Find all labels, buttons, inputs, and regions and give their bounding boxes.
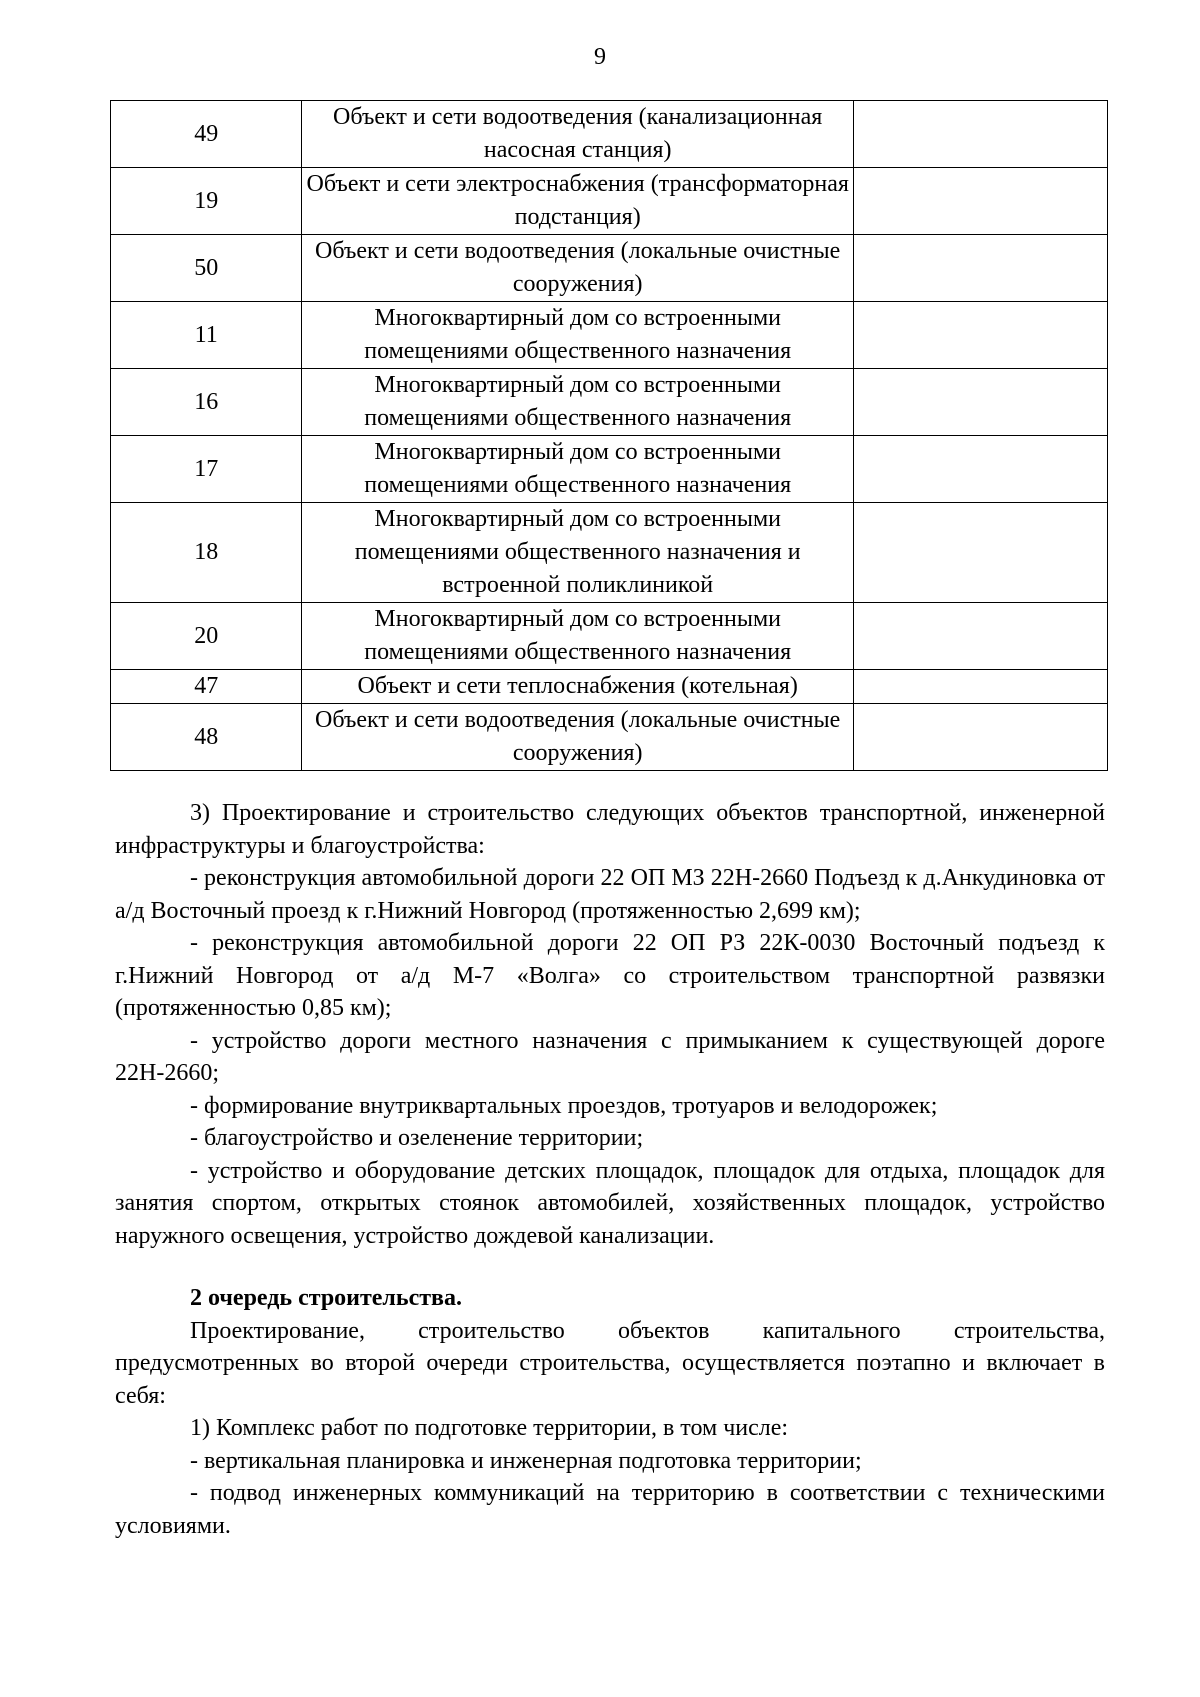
table-row — [111, 168, 1108, 235]
row-empty-cell — [853, 704, 1107, 771]
table-row — [111, 670, 1108, 704]
list-item: - благоустройство и озеленение территории; — [190, 1125, 644, 1151]
row-empty-cell — [853, 302, 1107, 369]
row-number: 18 — [111, 503, 302, 603]
list-item: - реконструкция автомобильной дороги 22 ОП МЗ 22Н-2660 Подъезд к д.Анкудиновка от а/д Восточный проезд к г.Нижний Новгород (протяженностью 2,699 км); — [115, 865, 1105, 924]
list-item: - устройство дороги местного назначения с примыканием к существующей дороге 22Н-2660; — [115, 1027, 1105, 1086]
document-body — [115, 797, 1105, 1542]
row-empty-cell — [853, 168, 1107, 235]
row-number: 20 — [111, 603, 302, 670]
row-empty-cell — [853, 369, 1107, 436]
table-row — [111, 369, 1108, 436]
table-row — [111, 503, 1108, 603]
table-row — [111, 603, 1108, 670]
paragraph-section-1: 1) Комплекс работ по подготовке территории, в том числе: — [190, 1415, 789, 1441]
row-empty-cell — [853, 101, 1107, 168]
row-object-name: Объект и сети водоотведения (локальные очистные сооружения) — [302, 704, 853, 771]
row-object-name: Объект и сети теплоснабжения (котельная) — [302, 670, 853, 704]
row-empty-cell — [853, 436, 1107, 503]
row-empty-cell — [853, 235, 1107, 302]
row-object-name: Многоквартирный дом со встроенными помещениями общественного назначения — [302, 603, 853, 670]
table-row — [111, 101, 1108, 168]
row-number: 48 — [111, 704, 302, 771]
row-object-name: Объект и сети водоотведения (канализационная насосная станция) — [302, 101, 853, 168]
row-empty-cell — [853, 670, 1107, 704]
list-item: - формирование внутриквартальных проездов, тротуаров и велодорожек; — [190, 1092, 938, 1119]
row-number: 19 — [111, 168, 302, 235]
list-item: - реконструкция автомобильной дороги 22 ОП РЗ 22К-0030 Восточный подъезд к г.Нижний Новгород от а/д М-7 «Волга» со строительством транспортной развязки (протяженностью 0,85 км); — [115, 930, 1105, 1021]
row-number: 11 — [111, 302, 302, 369]
table-row — [111, 302, 1108, 369]
list-item: - подвод инженерных коммуникаций на территорию в соответствии с техническими условиями. — [115, 1480, 1105, 1539]
row-number: 17 — [111, 436, 302, 503]
row-object-name: Многоквартирный дом со встроенными помещениями общественного назначения — [302, 436, 853, 503]
row-empty-cell — [853, 603, 1107, 670]
table-row — [111, 704, 1108, 771]
row-object-name: Многоквартирный дом со встроенными помещениями общественного назначения и встроенной поликлиникой — [302, 503, 853, 603]
list-item: - вертикальная планировка и инженерная подготовка территории; — [190, 1447, 862, 1474]
paragraph-section-3: 3) Проектирование и строительство следующих объектов транспортной, инженерной инфраструктуры и благоустройства: — [115, 800, 1105, 859]
row-empty-cell — [853, 503, 1107, 603]
list-item: - устройство и оборудование детских площадок, площадок для отдыха, площадок для занятия спортом, открытых стоянок автомобилей, хозяйственных площадок, устройство наружного освещения, устройство дождевой канализации. — [115, 1157, 1105, 1249]
table-row — [111, 436, 1108, 503]
row-number: 50 — [111, 235, 302, 302]
row-object-name: Объект и сети электроснабжения (трансформаторная подстанция) — [302, 168, 853, 235]
row-number: 49 — [111, 101, 302, 168]
objects-table — [110, 100, 1108, 771]
table-row — [111, 235, 1108, 302]
row-object-name: Объект и сети водоотведения (локальные очистные сооружения) — [302, 235, 853, 302]
row-number: 47 — [111, 670, 302, 704]
row-object-name: Многоквартирный дом со встроенными помещениями общественного назначения — [302, 369, 853, 436]
row-number: 16 — [111, 369, 302, 436]
page-number: 9 — [594, 44, 606, 70]
paragraph-intro: Проектирование, строительство объектов капитального строительства, предусмотренных во второй очереди строительства, осуществляется поэтапно и включает в себя: — [115, 1317, 1105, 1409]
row-object-name: Многоквартирный дом со встроенными помещениями общественного назначения — [302, 302, 853, 369]
section-heading: 2 очередь строительства. — [190, 1285, 462, 1311]
